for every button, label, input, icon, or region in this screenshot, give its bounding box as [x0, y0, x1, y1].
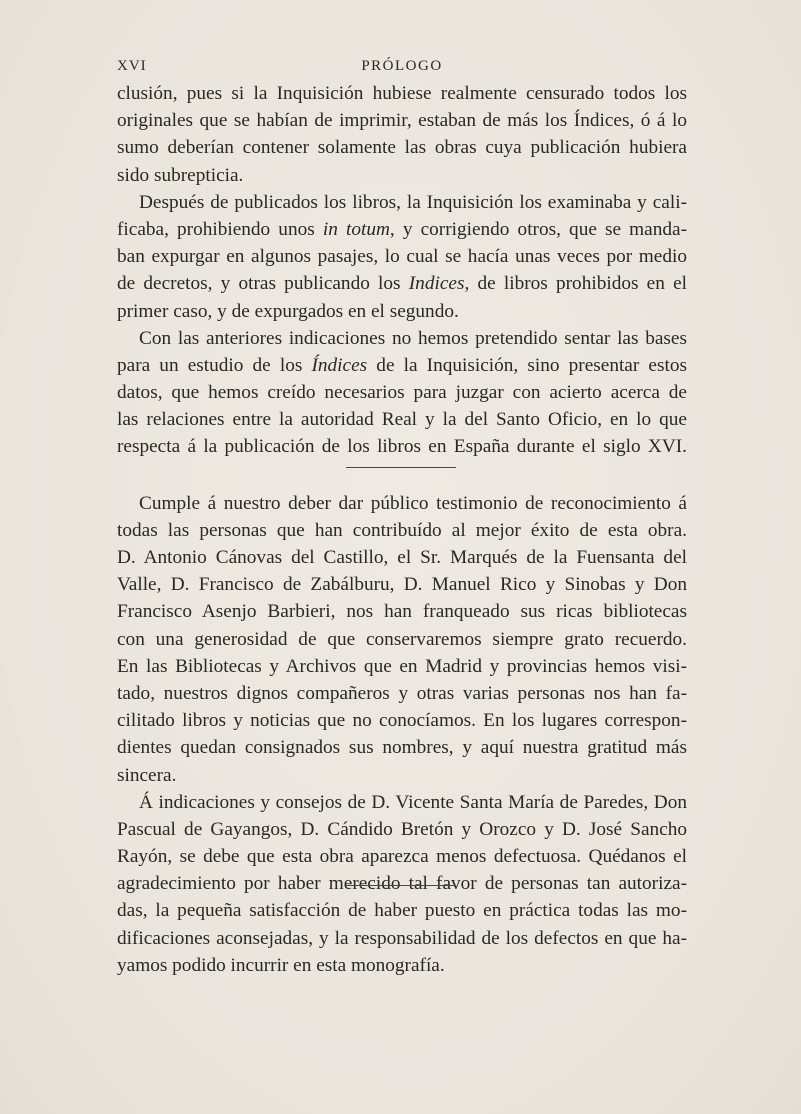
- text-line: datos, que hemos creído necesarios para juzgar con acierto acerca de: [117, 382, 687, 404]
- section-gap: [117, 461, 687, 490]
- text-line: ficaba, prohibiendo unos in totum, y corrigiendo otros, que se manda-: [117, 218, 687, 240]
- italic-term: in totum: [322, 218, 390, 240]
- text-line: sido subrepticia.: [117, 164, 244, 186]
- text-line: dientes quedan consignados sus nombres, y aquí nuestra gratitud más: [117, 737, 687, 759]
- text-line: En las Bibliotecas y Archivos que en Madrid y provincias hemos visi-: [117, 655, 687, 677]
- text-line: todas las personas que han contribuído al mejor éxito de esta obra.: [117, 519, 687, 541]
- body-text: [117, 80, 687, 979]
- text-line: Pascual de Gayangos, D. Cándido Bretón y Orozco y D. José Sancho: [117, 818, 687, 840]
- text-line: clusión, pues si la Inquisición hubiese realmente censurado todos los: [117, 83, 687, 104]
- text-line: Con las anteriores indicaciones no hemos pretendido sentar las bases: [139, 327, 687, 349]
- text-line: primer caso, y de expurgados en el segundo.: [117, 300, 459, 322]
- text-line: tado, nuestros dignos compañeros y otras varias personas nos han fa-: [117, 682, 687, 704]
- italic-term: Índices: [311, 354, 368, 376]
- text-line: das, la pequeña satisfacción de haber puesto en práctica todas las mo-: [117, 900, 687, 922]
- text-line: con una generosidad de que conservaremos siempre grato recuerdo.: [117, 628, 687, 650]
- text-line: Valle, D. Francisco de Zabálburu, D. Manuel Rico y Sinobas y Don: [117, 574, 687, 596]
- section-divider: [346, 467, 456, 468]
- text-line: originales que se habían de imprimir, estaban de más los Índices, ó á lo: [117, 110, 687, 132]
- text-line: respecta á la publicación de los libros en España durante el siglo XVI.: [117, 436, 687, 458]
- text-line: yamos podido incurrir en esta monografía.: [117, 954, 445, 976]
- end-rule: [346, 885, 456, 886]
- text-line: Á indicaciones y consejos de D. Vicente Santa María de Paredes, Don: [139, 791, 687, 813]
- text-line: agradecimiento por haber merecido tal favor de personas tan autoriza-: [117, 873, 687, 895]
- italic-term: Indices: [408, 273, 465, 295]
- text-line: Después de publicados los libros, la Inquisición los examinaba y cali-: [139, 191, 687, 213]
- running-title: PRÓLOGO: [361, 58, 443, 74]
- text-line: de decretos, y otras publicando los Indices, de libros prohibidos en el: [117, 273, 687, 295]
- text-line: dificaciones aconsejadas, y la responsabilidad de los defectos en que ha-: [117, 927, 687, 949]
- text-line: Francisco Asenjo Barbieri, nos han franqueado sus ricas bibliotecas: [117, 601, 687, 623]
- text-line: Cumple á nuestro deber dar público testimonio de reconocimiento á: [139, 492, 687, 514]
- text-line: sincera.: [117, 764, 177, 786]
- text-line: para un estudio de los Índices de la Inquisición, sino presentar estos: [117, 354, 687, 376]
- text-line: D. Antonio Cánovas del Castillo, el Sr. Marqués de la Fuensanta del: [117, 547, 687, 568]
- running-head: [117, 56, 687, 80]
- text-line: las relaciones entre la autoridad Real y la del Santo Oficio, en lo que: [117, 409, 687, 431]
- text-line: Rayón, se debe que esta obra aparezca menos defectuosa. Quédanos el: [117, 846, 687, 868]
- text-line: sumo deberían contener solamente las obras cuya publicación hubiera: [117, 137, 687, 159]
- page-number: XVI: [117, 58, 147, 74]
- text-line: ban expurgar en algunos pasajes, lo cual se hacía unas veces por medio: [117, 246, 687, 268]
- text-line: cilitado libros y noticias que no conocíamos. En los lugares correspon-: [117, 710, 687, 732]
